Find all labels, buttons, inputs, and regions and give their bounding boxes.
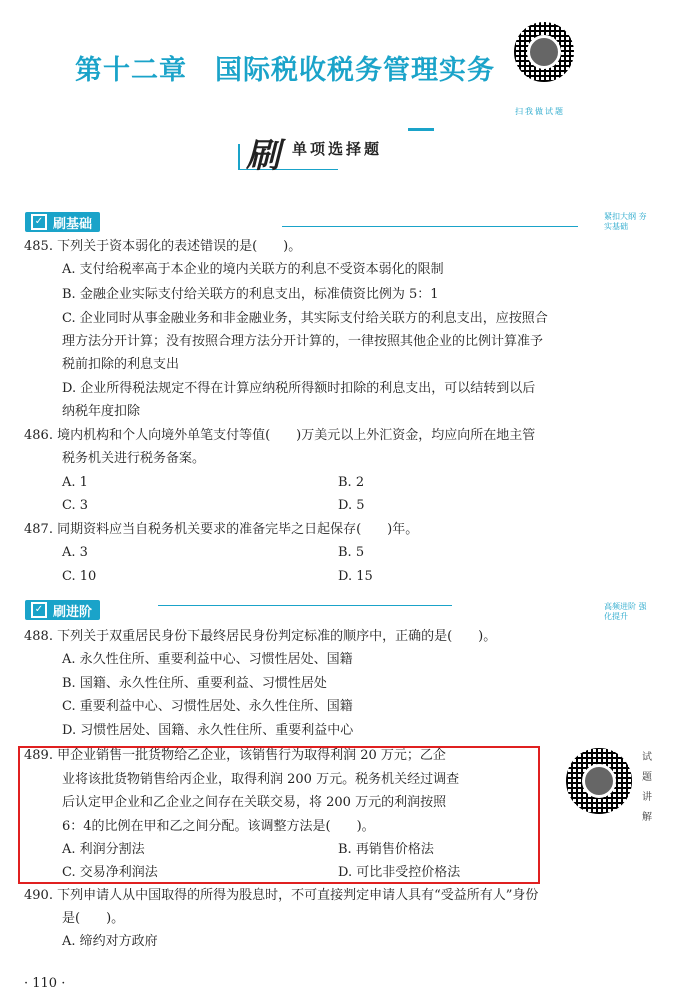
checkbox-icon: ✓: [31, 602, 47, 618]
side-label: 试 题 讲 解: [642, 752, 652, 823]
section-note: 紧扣大纲 夯实基础: [604, 212, 647, 231]
option-a: A. 缔约对方政府: [62, 934, 158, 949]
section-divider: [158, 605, 452, 606]
checkbox-icon: ✓: [31, 214, 47, 230]
option-b: B. 2: [338, 475, 365, 490]
section-tag-advanced: ✓ 刷进阶: [25, 600, 100, 620]
section-divider: [282, 226, 578, 227]
option-b: B. 再销售价格法: [338, 842, 434, 857]
question-stem: 486. 境内机构和个人向境外单笔支付等值( )万美元以上外汇资金，均应向所在地主管: [24, 428, 536, 443]
qr-caption: 扫我做试题: [515, 107, 565, 116]
option-c: C. 10: [62, 569, 97, 584]
question-stem: 487. 同期资料应当自税务机关要求的准备完毕之日起保存( )年。: [24, 522, 419, 537]
question-stem-cont: 6：4的比例在甲和乙之间分配。该调整方法是( )。: [62, 819, 375, 834]
question-stem: 489. 甲企业销售一批货物给乙企业，该销售行为取得利润 20 万元；乙企: [24, 748, 446, 763]
section-title: 单项选择题: [292, 140, 383, 158]
option-c: C. 交易净利润法: [62, 865, 158, 880]
title-bracket-left: [238, 144, 240, 170]
option-a: A. 永久性住所、重要利益中心、习惯性居处、国籍: [62, 652, 353, 667]
title-brush-char: 刷: [246, 136, 280, 176]
option-b: B. 国籍、永久性住所、重要利益、习惯性居处: [62, 676, 327, 691]
option-a: A. 支付给税率高于本企业的境内关联方的利息不受资本弱化的限制: [62, 262, 444, 277]
option-c: C. 企业同时从事金融业务和非金融业务，其实际支付给关联方的利息支出，应按照合: [62, 311, 548, 326]
option-d-cont: 纳税年度扣除: [62, 404, 141, 419]
qr-code-icon[interactable]: [514, 22, 574, 82]
logo-icon: [527, 35, 561, 69]
option-b: B. 5: [338, 545, 365, 560]
question-stem: 488. 下列关于双重居民身份下最终居民身份判定标准的顺序中，正确的是( )。: [24, 629, 497, 644]
option-a: A. 1: [62, 475, 88, 490]
question-stem-cont: 是( )。: [62, 911, 125, 926]
option-c-cont: 理方法分开计算；没有按照合理方法分开计算的，一律按照其他企业的比例计算准予: [62, 334, 544, 349]
qr-code-icon[interactable]: [566, 748, 632, 814]
option-b: B. 金融企业实际支付给关联方的利息支出，标准债资比例为 5：1: [62, 287, 439, 302]
title-accent-line: [408, 128, 434, 131]
option-d: D. 可比非受控价格法: [338, 865, 461, 880]
question-stem-cont: 税务机关进行税务备案。: [62, 451, 206, 466]
logo-icon: [582, 764, 616, 798]
page-number: · 110 ·: [24, 976, 66, 991]
option-a: A. 3: [62, 545, 88, 560]
option-c-cont: 税前扣除的利息支出: [62, 357, 180, 372]
option-c: C. 重要利益中心、习惯性居处、永久性住所、国籍: [62, 699, 353, 714]
option-d: D. 15: [338, 569, 373, 584]
section-tag-basic: ✓ 刷基础: [25, 212, 100, 232]
option-c: C. 3: [62, 498, 89, 513]
option-d: D. 5: [338, 498, 365, 513]
option-a: A. 利润分割法: [62, 842, 145, 857]
option-d: D. 习惯性居处、国籍、永久性住所、重要利益中心: [62, 723, 354, 738]
section-note: 高频进阶 强化提升: [604, 602, 647, 621]
question-stem-cont: 业将该批货物销售给丙企业，取得利润 200 万元。税务机关经过调查: [62, 772, 460, 787]
question-stem-cont: 后认定甲企业和乙企业之间存在关联交易，将 200 万元的利润按照: [62, 795, 447, 810]
chapter-title: 第十二章 国际税收税务管理实务: [75, 55, 495, 86]
question-stem: 485. 下列关于资本弱化的表述错误的是( )。: [24, 239, 302, 254]
option-d: D. 企业所得税法规定不得在计算应纳税所得额时扣除的利息支出，可以结转到以后: [62, 381, 536, 396]
question-stem: 490. 下列申请人从中国取得的所得为股息时，不可直接判定申请人具有“受益所有人”身份: [24, 888, 539, 903]
